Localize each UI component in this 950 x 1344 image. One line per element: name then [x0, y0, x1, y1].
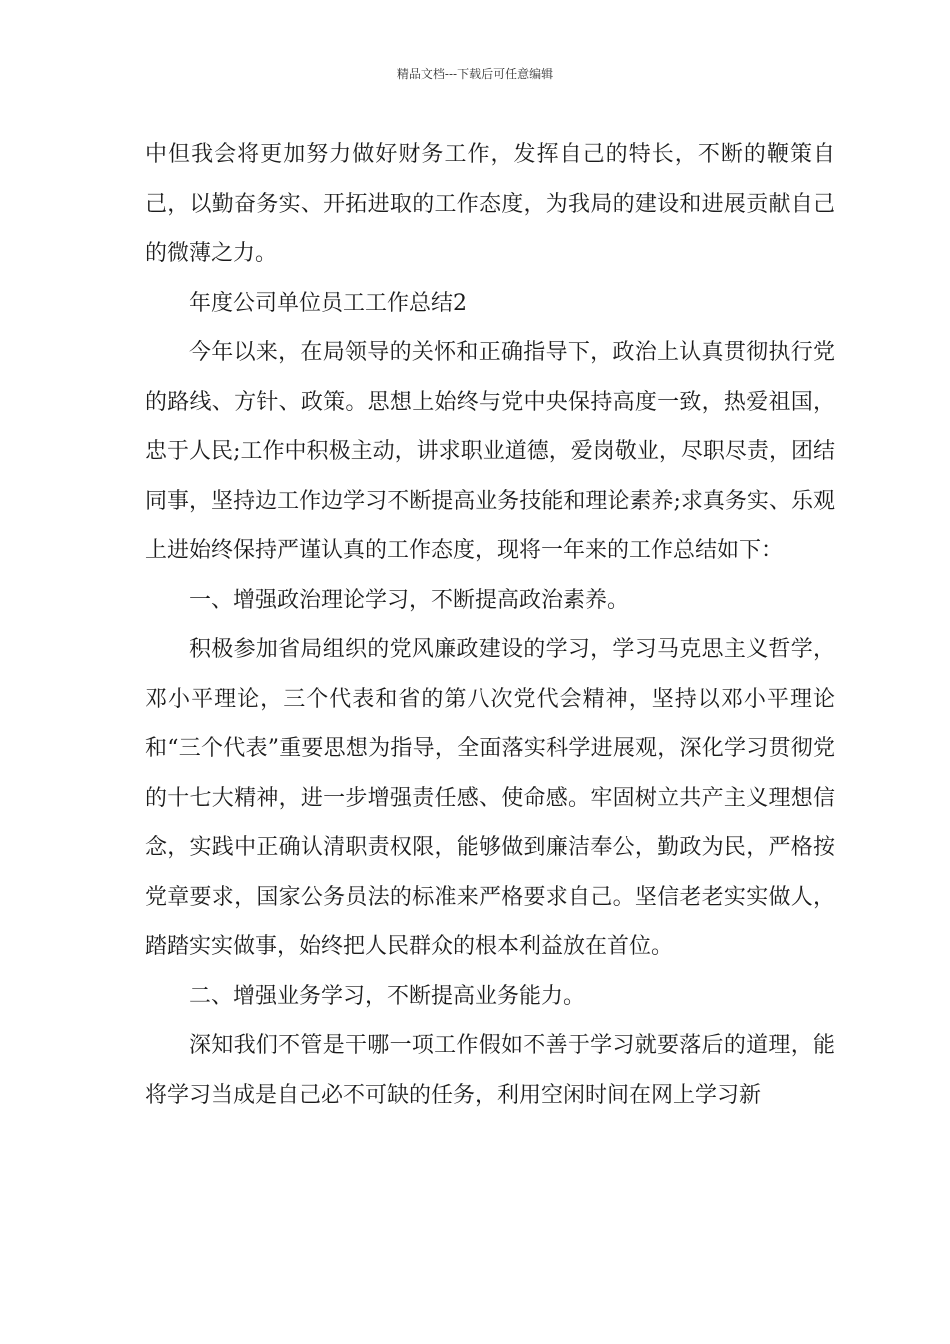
heading-political-study: 一、增强政治理论学习，不断提高政治素养。	[189, 587, 630, 613]
paragraph-political-study: 积极参加省局组织的党风廉政建设的学习，学习马克思主义哲学，邓小平理论，三个代表和省的第八次党代会精神，坚持以邓小平理论和“三个代表”重要思想为指导，全面落实科学进展观，深化学习贯彻党的十七大精神，进一步增强责任感、使命感。牢固树立共产主义理想信念，实践中正确认清职责权限，能够做到廉洁奉公，勤政为民，严格按党章要求，国家公务员法的标准来严格要求自己。坚信老老实实做人，踏踏实实做事，始终把人民群众的根本利益放在首位。	[145, 637, 835, 959]
paragraph-intro: 今年以来，在局领导的关怀和正确指导下，政治上认真贯彻执行党的路线、方针、政策。思想上始终与党中央保持高度一致，热爱祖国，忠于人民;工作中积极主动，讲求职业道德，爱岗敬业，尽职尽责，团结同事，坚持边工作边学习不断提高业务技能和理论素养;求真务实、乐观上进始终保持严谨认真的工作态度，现将一年来的工作总结如下：	[145, 340, 835, 563]
page-header: 精品文档---下载后可任意编辑	[396, 67, 554, 81]
paragraph-business-study: 深知我们不管是干哪一项工作假如不善于学习就要落后的道理，能将学习当成是自己必不可缺的任务，利用空闲时间在网上学习新	[145, 1033, 835, 1108]
paragraph-continuation: 中但我会将更加努力做好财务工作，发挥自己的特长，不断的鞭策自己，以勤奋务实、开拓进取的工作态度，为我局的建设和进展贡献自己的微薄之力。	[145, 142, 835, 266]
heading-business-study: 二、增强业务学习，不断提高业务能力。	[189, 983, 586, 1009]
section-title: 年度公司单位员工工作总结2	[189, 290, 467, 316]
document-body	[145, 130, 835, 1120]
